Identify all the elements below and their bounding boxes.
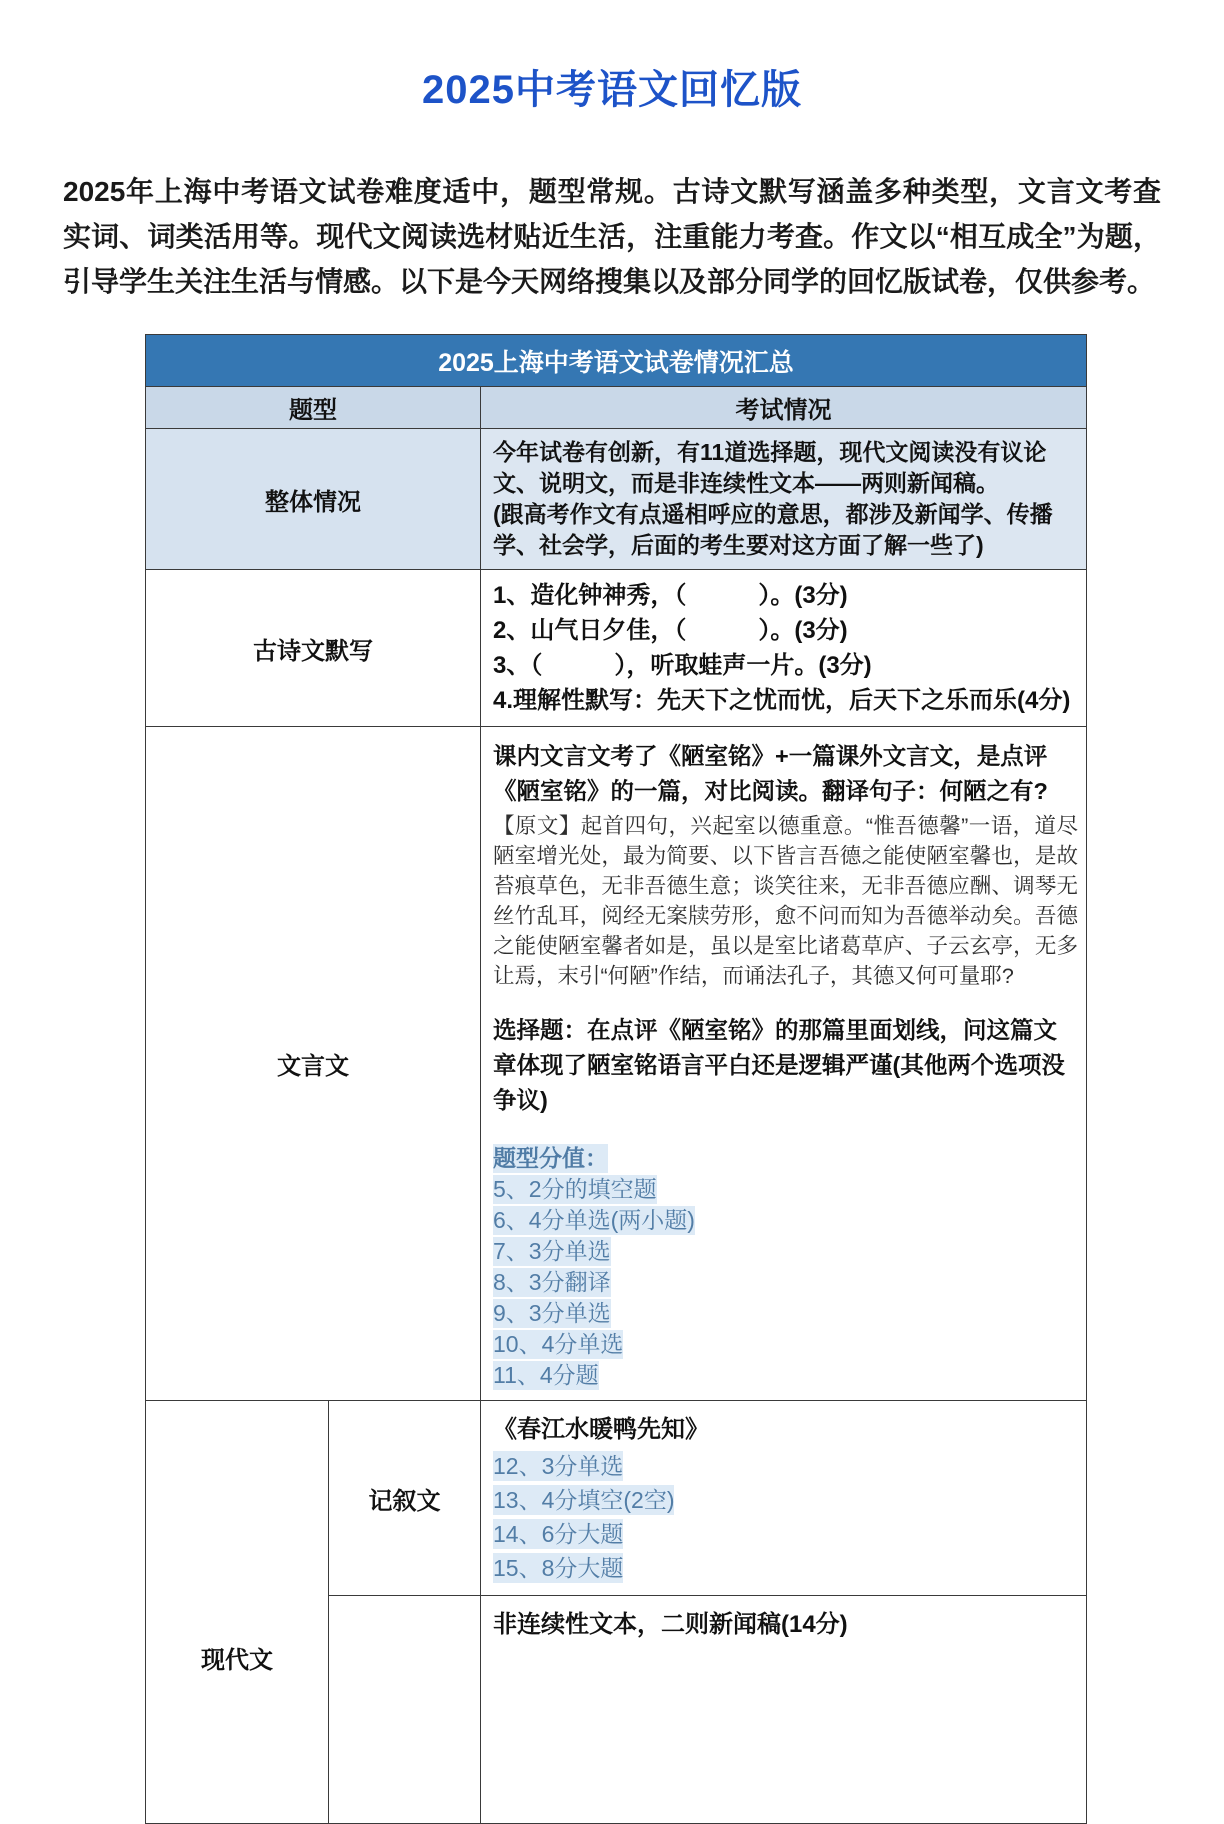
narrative-item: 12、3分单选 <box>493 1453 624 1479</box>
narrative-content <box>481 1401 1087 1596</box>
empty-subtype-cell <box>329 1596 481 1824</box>
poetry-item: 2、山气日夕佳，（ ）。(3分) <box>493 617 848 644</box>
narrative-passage-title: 《春江水暖鸭先知》 <box>493 1416 709 1443</box>
score-item: 11、4分题 <box>493 1362 599 1388</box>
poetry-item: 3、（ ），听取蛙声一片。(3分) <box>493 652 872 679</box>
row-label-classical: 文言文 <box>146 727 481 1401</box>
noncontinuous-text: 非连续性文本，二则新闻稿(14分) <box>493 1611 848 1638</box>
intro-paragraph: 2025年上海中考语文试卷难度适中，题型常规。古诗文默写涵盖多种类型，文言文考查实词、词类活用等。现代文阅读选材贴近生活，注重能力考查。作文以“相互成全”为题，引导学生关注生活与情感。以下是今天网络搜集以及部分同学的回忆版试卷，仅供参考。 <box>63 176 1161 297</box>
column-header-situation: 考试情况 <box>481 387 1087 429</box>
classical-original-text: 【原文】起首四句，兴起室以德重意。“惟吾德馨”一语，道尽陋室增光处，最为简要、以下皆言吾德之能使陋室馨也，是故苔痕草色，无非吾德生意；谈笑往来，无非吾德应酬、调琴无丝竹乱耳，阅经无案牍劳形，愈不问而知为吾德举动矣。吾德之能使陋室馨者如是，虽以是室比诸葛草庐、子云玄亭，无多让焉，末引“何陋”作结，而诵法孔子，其德又何可量耶? <box>493 814 1078 988</box>
table-title: 2025上海中考语文试卷情况汇总 <box>146 335 1087 387</box>
score-item: 6、4分单选(两小题) <box>493 1207 695 1233</box>
ancient-poetry-content <box>481 570 1087 727</box>
narrative-item: 13、4分填空(2空) <box>493 1487 675 1513</box>
narrative-item: 14、6分大题 <box>493 1521 624 1547</box>
score-item: 5、2分的填空题 <box>493 1176 657 1202</box>
column-header-type: 题型 <box>146 387 481 429</box>
classical-intro: 课内文言文考了《陋室铭》+一篇课外文言文，是点评《陋室铭》的一篇，对比阅读。翻译句子：何陋之有? <box>493 743 1048 804</box>
narrative-items <box>493 1451 1078 1583</box>
poetry-item: 4.理解性默写：先天下之忧而忧，后天下之乐而乐(4分) <box>493 687 1071 714</box>
row-label-modern: 现代文 <box>146 1401 329 1824</box>
exam-summary-table <box>145 334 1087 1824</box>
narrative-item: 15、8分大题 <box>493 1555 624 1581</box>
row-overall <box>146 429 1087 570</box>
classical-content <box>481 727 1087 1401</box>
page-title: 2025中考语文回忆版 <box>422 68 802 112</box>
score-item: 9、3分单选 <box>493 1300 611 1326</box>
column-header-row <box>146 387 1087 429</box>
score-item: 10、4分单选 <box>493 1331 624 1357</box>
classical-choice-question: 选择题：在点评《陋室铭》的那篇里面划线，问这篇文章体现了陋室铭语言平白还是逻辑严谨(其他两个选项没争议) <box>493 1017 1065 1113</box>
row-classical-chinese <box>146 727 1087 1401</box>
document-page <box>0 58 1224 1674</box>
overall-line: 今年试卷有创新，有11道选择题，现代文阅读没有议论文、说明文，而是非连续性文本——两则新闻稿。 <box>493 439 1047 496</box>
row-label-ancient-poetry: 古诗文默写 <box>146 570 481 727</box>
overall-line: (跟高考作文有点遥相呼应的意思，都涉及新闻学、传播学、社会学，后面的考生要对这方面了解一些了) <box>493 501 1053 558</box>
poetry-item: 1、造化钟神秀，（ ）。(3分) <box>493 582 848 609</box>
score-items <box>493 1175 1078 1390</box>
row-label-narrative: 记叙文 <box>329 1401 481 1596</box>
noncontinuous-content <box>481 1596 1087 1824</box>
poetry-items <box>493 578 1078 718</box>
score-item: 8、3分翻译 <box>493 1269 611 1295</box>
score-breakdown-title: 题型分值： <box>493 1145 608 1171</box>
row-label-overall: 整体情况 <box>146 429 481 570</box>
score-item: 7、3分单选 <box>493 1238 611 1264</box>
table-title-row <box>146 335 1087 387</box>
row-narrative <box>146 1401 1087 1596</box>
overall-content <box>481 429 1087 570</box>
row-ancient-poetry <box>146 570 1087 727</box>
overall-lines <box>493 437 1078 561</box>
